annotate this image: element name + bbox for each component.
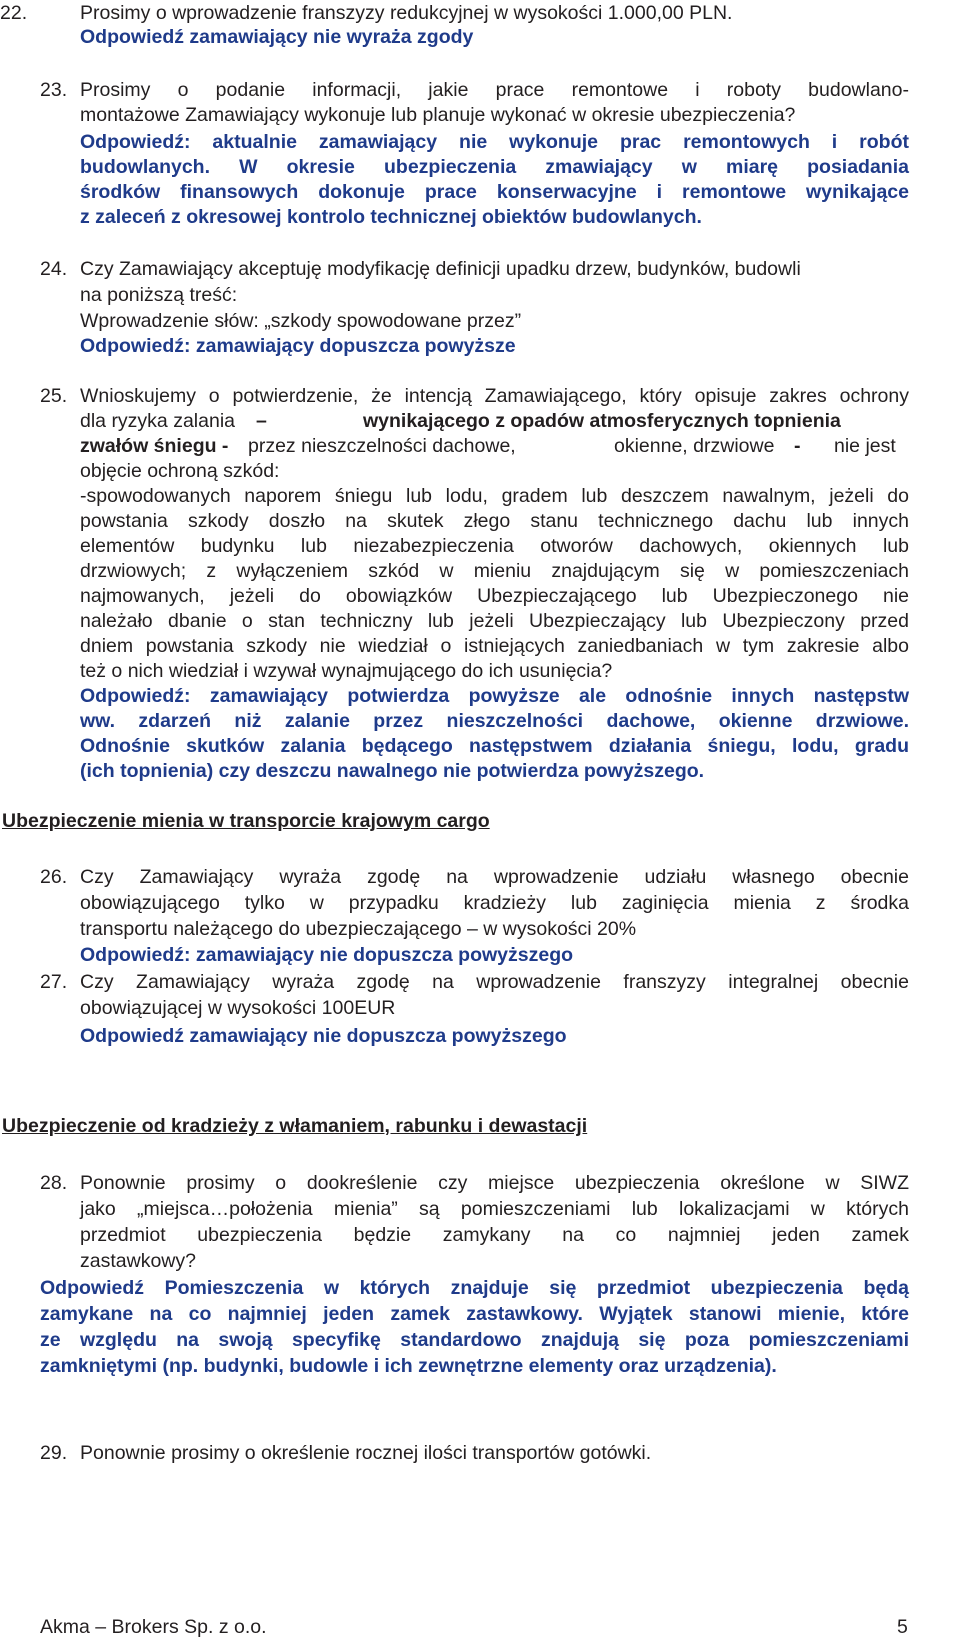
- q25-number: 25.: [40, 385, 68, 407]
- q25-body-line: dniem powstania szkody nie wiedział o istniejących zaniedbaniach w tym zakresie albo: [80, 635, 909, 657]
- q27-line: obowiązującej w wysokości 100EUR: [80, 997, 396, 1019]
- q27-number: 27.: [40, 971, 68, 993]
- footer-company: Akma – Brokers Sp. z o.o.: [40, 1616, 267, 1638]
- q25-line2-a: dla ryzyka zalania: [80, 410, 235, 432]
- q25-line2-c: wynikającego z opadów atmosferycznych topnienia: [363, 410, 841, 432]
- q22-answer: Odpowiedź zamawiający nie wyraża zgody: [80, 26, 474, 48]
- q28-line: przedmiot ubezpieczenia będzie zamykany na co najmniej jeden zamek: [80, 1224, 909, 1246]
- q25-body-line: drzwiowych; z wyłączeniem szkód w mieniu znajdującym się w pomieszczeniach: [80, 560, 909, 582]
- q25-line3-c: okienne, drzwiowe: [614, 435, 775, 457]
- q28-answer-line: ze względu na swoją specyfikę standardowo znajdują się poza pomieszczeniami: [40, 1329, 909, 1351]
- q28-line: jako „miejsca…położenia mienia” są pomieszczeniami lub lokalizacjami w których: [80, 1198, 909, 1220]
- q25-body-line: też o nich wiedział i wzywał wynajmującego do ich usunięcia?: [80, 660, 613, 682]
- q25-body-line: -spowodowanych naporem śniegu lub lodu, gradem lub deszczem nawalnym, jeżeli do: [80, 485, 909, 507]
- q28-answer-line: zamkniętymi (np. budynki, budowle i ich zewnętrzne elementy oraz urządzenia).: [40, 1355, 777, 1377]
- q25-line3-b: przez nieszczelności dachowe,: [248, 435, 516, 457]
- q25-line: objęcie ochroną szkód:: [80, 460, 280, 482]
- q25-line: Wnioskujemy o potwierdzenie, że intencją Zamawiającego, który opisuje zakres ochrony: [80, 385, 909, 407]
- q25-line3-a: zwałów śniegu -: [80, 435, 229, 457]
- q28-line: zastawkowy?: [80, 1250, 196, 1272]
- q28-line: Ponownie prosimy o dookreślenie czy miejsce ubezpieczenia określone w SIWZ: [80, 1172, 909, 1194]
- q24-line: Wprowadzenie słów: „szkody spowodowane przez”: [80, 310, 522, 332]
- q25-answer-line: ww. zdarzeń niż zalanie przez nieszczelności dachowe, okienne drzwiowe.: [80, 710, 909, 732]
- q23-number: 23.: [40, 79, 68, 101]
- q22-text: Prosimy o wprowadzenie franszyzy redukcyjnej w wysokości 1.000,00 PLN.: [80, 2, 733, 24]
- q28-answer-line: zamykane na co najmniej jeden zamek zastawkowy. Wyjątek stanowi mienie, które: [40, 1303, 909, 1325]
- q26-line: obowiązującego tylko w przypadku kradzieży lub zaginięcia mienia z środka: [80, 892, 909, 914]
- q25-body-line: elementów budynku lub niezabezpieczenia otworów dachowych, okiennych lub: [80, 535, 909, 557]
- q26-line: transportu należącego do ubezpieczającego – w wysokości 20%: [80, 918, 637, 940]
- q25-body-line: należało dbanie o stan techniczny lub jeżeli Ubezpieczający lub Ubezpieczony przed: [80, 610, 909, 632]
- q24-line: Czy Zamawiający akceptuję modyfikację definicji upadku drzew, budynków, budowli: [80, 258, 801, 280]
- q29-number: 29.: [40, 1442, 68, 1464]
- q23-answer-line: z zaleceń z okresowej kontrolo technicznej obiektów budowlanych.: [80, 206, 702, 228]
- q22-number: 22.: [0, 2, 28, 24]
- q28-answer-line: Odpowiedź Pomieszczenia w których znajduje się przedmiot ubezpieczenia będą: [40, 1277, 909, 1299]
- q23-answer-line: Odpowiedź: aktualnie zamawiający nie wykonuje prac remontowych i robót: [80, 131, 909, 153]
- q27-line: Czy Zamawiający wyraża zgodę na wprowadzenie franszyzy integralnej obecnie: [80, 971, 909, 993]
- q29-text: Ponownie prosimy o określenie rocznej ilości transportów gotówki.: [80, 1442, 652, 1464]
- q23-line: Prosimy o podanie informacji, jakie prace remontowe i roboty budowlano-: [80, 79, 909, 101]
- q24-line: na poniższą treść:: [80, 284, 238, 306]
- q24-number: 24.: [40, 258, 68, 280]
- footer-page-number: 5: [897, 1616, 908, 1638]
- q25-line3-dash: -: [794, 435, 801, 457]
- q25-answer-line: Odpowiedź: zamawiający potwierdza powyższe ale odnośnie innych następstw: [80, 685, 909, 707]
- q27-answer: Odpowiedź zamawiający nie dopuszcza powyższego: [80, 1025, 567, 1047]
- q23-line: montażowe Zamawiający wykonuje lub planuje wykonać w okresie ubezpieczenia?: [80, 104, 796, 126]
- q23-answer-line: środków finansowych dokonuje prace konserwacyjne i remontowe wynikające: [80, 181, 909, 203]
- q25-body-line: powstania szkody doszło na skutek złego stanu technicznego dachu lub innych: [80, 510, 909, 532]
- section-heading-theft: Ubezpieczenie od kradzieży z włamaniem, rabunku i dewastacji: [2, 1115, 588, 1137]
- section-heading-cargo: Ubezpieczenie mienia w transporcie krajowym cargo: [2, 810, 490, 832]
- q25-answer-line: Odnośnie skutków zalania będącego następstwem działania śniegu, lodu, gradu: [80, 735, 909, 757]
- q26-answer: Odpowiedź: zamawiający nie dopuszcza powyższego: [80, 944, 574, 966]
- q24-answer: Odpowiedź: zamawiający dopuszcza powyższe: [80, 335, 516, 357]
- q25-answer-line: (ich topnienia) czy deszczu nawalnego nie potwierdza powyższego.: [80, 760, 705, 782]
- q25-line3-e: nie jest: [834, 435, 896, 457]
- q23-answer-line: budowlanych. W okresie ubezpieczenia zmawiający w miarę posiadania: [80, 156, 909, 178]
- q25-line2-dash: –: [256, 410, 267, 432]
- q28-number: 28.: [40, 1172, 68, 1194]
- q25-body-line: najmowanych, jeżeli do obowiązków Ubezpieczającego lub Ubezpieczonego nie: [80, 585, 909, 607]
- q26-line: Czy Zamawiający wyraża zgodę na wprowadzenie udziału własnego obecnie: [80, 866, 909, 888]
- q26-number: 26.: [40, 866, 68, 888]
